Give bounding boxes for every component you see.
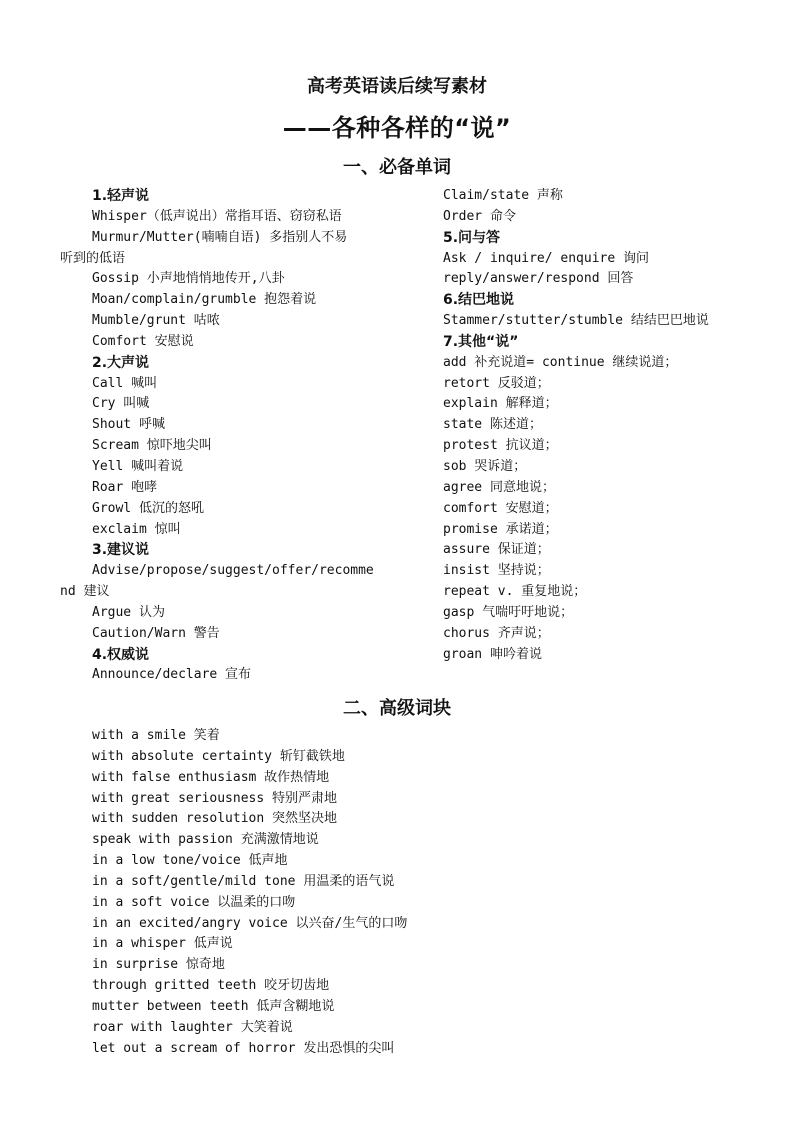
word-entry: add 补充说道= continue 继续说道； — [443, 354, 678, 370]
word-entry: gasp 气喘吁吁地说； — [443, 604, 574, 620]
word-entry-continuation: 听到的低语 — [60, 250, 126, 266]
word-entry: exclaim 惊叫 — [92, 521, 181, 537]
word-entry: Advise/propose/suggest/offer/recomme — [92, 563, 374, 579]
word-entry: agree 同意地说； — [443, 479, 555, 495]
word-entry: insist 坚持说； — [443, 563, 550, 579]
word-entry: Caution/Warn 警告 — [92, 625, 220, 641]
category-heading: 7.其他“说” — [443, 333, 519, 350]
word-entry: Growl 低沉的怒吼 — [92, 500, 204, 516]
phrase-entry: with great seriousness 特别严肃地 — [92, 790, 338, 806]
word-entry: Whisper（低声说出）常指耳语、窃窃私语 — [92, 208, 342, 224]
word-list-left-column — [60, 186, 392, 686]
phrase-list — [92, 726, 612, 1060]
word-entry: chorus 齐声说； — [443, 625, 550, 641]
category-heading: 6.结巴地说 — [443, 292, 515, 309]
document-title: 高考英语读后续写素材 — [307, 76, 487, 97]
word-entry: protest 抗议道； — [443, 438, 558, 454]
phrase-entry: in a low tone/voice 低声地 — [92, 853, 288, 869]
category-heading: 5.问与答 — [443, 229, 501, 246]
word-entry: Roar 咆哮 — [92, 479, 158, 495]
phrase-entry: through gritted teeth 咬牙切齿地 — [92, 978, 330, 994]
word-entry: state 陈述道； — [443, 417, 542, 433]
word-entry-continuation: nd 建议 — [60, 584, 110, 600]
section-heading-words: 一、必备单词 — [343, 157, 451, 178]
word-entry: Mumble/grunt 咕哝 — [92, 313, 220, 329]
word-entry: repeat v. 重复地说； — [443, 584, 587, 600]
word-entry: Cry 叫喊 — [92, 396, 150, 412]
category-heading: 1.轻声说 — [92, 188, 150, 204]
category-heading: 4.权威说 — [92, 646, 150, 663]
phrase-entry: with a smile 笑着 — [92, 728, 220, 743]
word-entry: groan 呻吟着说 — [443, 646, 542, 662]
word-entry: comfort 安慰道； — [443, 500, 558, 516]
phrase-entry: speak with passion 充满激情地说 — [92, 832, 319, 848]
word-entry: Order 命令 — [443, 208, 516, 224]
word-entry: Argue 认为 — [92, 604, 165, 620]
phrase-entry: in a whisper 低声说 — [92, 936, 233, 952]
category-heading: 2.大声说 — [92, 354, 150, 371]
word-entry: Moan/complain/grumble 抱怨着说 — [92, 292, 317, 308]
word-entry: promise 承诺道； — [443, 521, 558, 537]
phrase-entry: in a soft/gentle/mild tone 用温柔的语气说 — [92, 873, 395, 889]
phrase-entry: with false enthusiasm 故作热情地 — [92, 769, 330, 785]
phrase-entry: in a soft voice 以温柔的口吻 — [92, 894, 296, 910]
word-entry: sob 哭诉道； — [443, 458, 527, 474]
word-entry: Claim/state 声称 — [443, 188, 563, 203]
word-entry: Comfort 安慰说 — [92, 333, 194, 349]
word-entry: Ask / inquire/ enquire 询问 — [443, 250, 650, 266]
phrase-entry: roar with laughter 大笑着说 — [92, 1019, 293, 1035]
word-entry: Shout 呼喊 — [92, 417, 165, 433]
word-entry: retort 反驳道； — [443, 375, 550, 391]
word-entry: Gossip 小声地悄悄地传开,八卦 — [92, 271, 285, 287]
phrase-entry: mutter between teeth 低声含糊地说 — [92, 998, 335, 1014]
phrase-entry: with sudden resolution 突然坚决地 — [92, 811, 338, 827]
word-list-right-column — [443, 186, 763, 665]
word-entry: assure 保证道； — [443, 542, 550, 558]
phrase-entry: in an excited/angry voice 以兴奋/生气的口吻 — [92, 915, 408, 931]
category-heading: 3.建议说 — [92, 542, 150, 559]
word-entry: Stammer/stutter/stumble 结结巴巴地说 — [443, 313, 709, 329]
word-entry: explain 解释道； — [443, 396, 558, 412]
word-entry: Call 喊叫 — [92, 375, 158, 391]
section-heading-phrases: 二、高级词块 — [343, 698, 451, 719]
word-entry: Scream 惊吓地尖叫 — [92, 438, 212, 454]
phrase-entry: in surprise 惊奇地 — [92, 957, 225, 973]
phrase-entry: with absolute certainty 斩钉截铁地 — [92, 748, 345, 764]
word-entry: Murmur/Mutter(喃喃自语) 多指别人不易 — [92, 229, 348, 245]
phrase-entry: let out a scream of horror 发出恐惧的尖叫 — [92, 1040, 395, 1056]
word-entry: Announce/declare 宣布 — [92, 667, 252, 683]
document-subtitle: ——各种各样的“说” — [282, 114, 512, 142]
word-entry: reply/answer/respond 回答 — [443, 271, 634, 287]
word-entry: Yell 喊叫着说 — [92, 458, 184, 474]
